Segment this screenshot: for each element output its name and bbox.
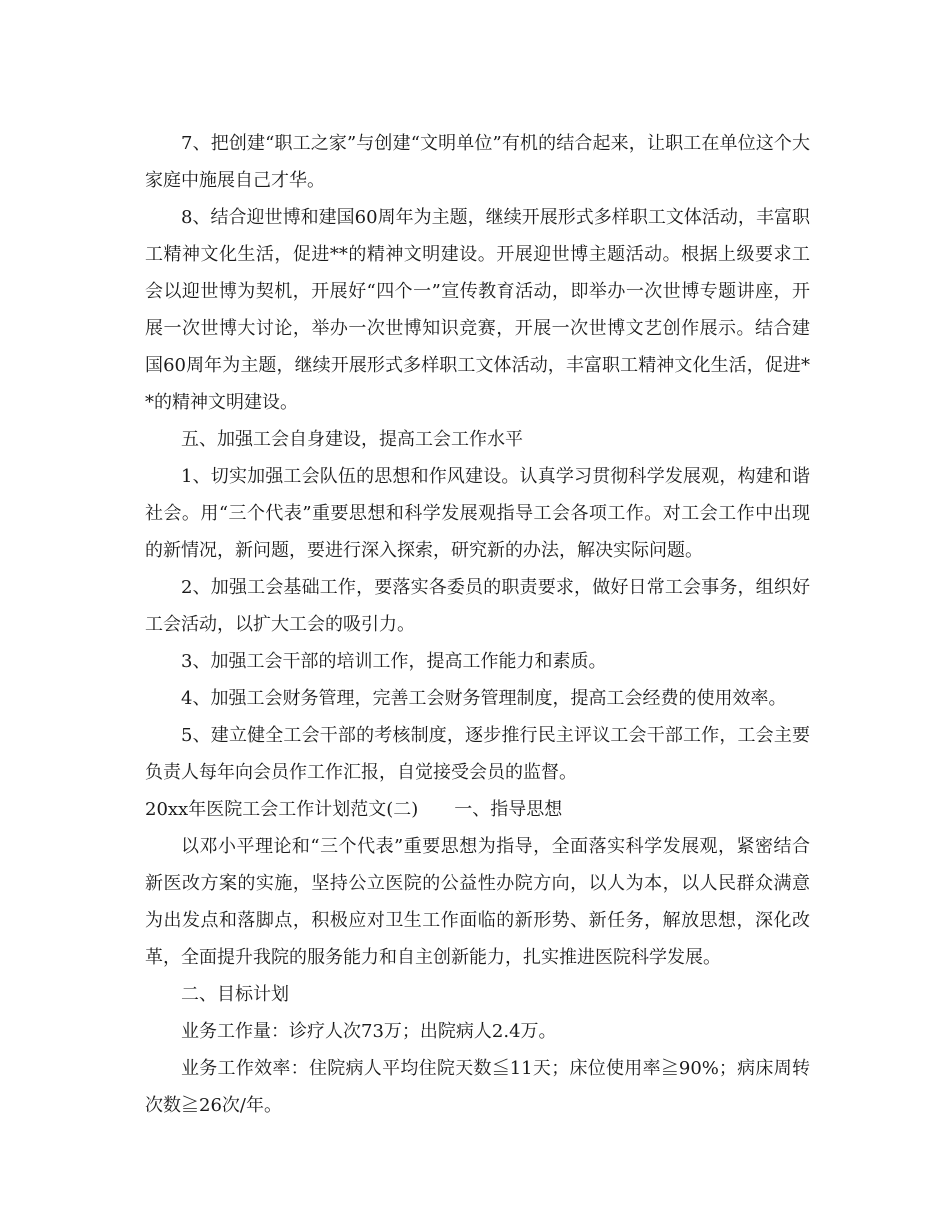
paragraph-item-5: 5、建立健全工会干部的考核制度，逐步推行民主评议工会干部工作，工会主要负责人每年向会员作工作汇报，自觉接受会员的监督。 bbox=[145, 725, 810, 783]
section-title: 20xx年医院工会工作计划范文(二) bbox=[145, 799, 419, 820]
section-heading-five: 五、加强工会自身建设，提高工会工作水平 bbox=[181, 429, 523, 450]
guiding-thought-paragraph: 以邓小平理论和“三个代表”重要思想为指导，全面落实科学发展观，紧密结合新医改方案的实施，坚持公立医院的公益性办院方向，以人为本，以人民群众满意为出发点和落脚点，积极应对卫生工作面临的新形势、新任务，解放思想，深化改革，全面提升我院的服务能力和自主创新能力，扎实推进医院科学发展。 bbox=[145, 836, 810, 968]
paragraph-item-8: 8、结合迎世博和建国60周年为主题，继续开展形式多样职工文体活动，丰富职工精神文化生活，促进**的精神文明建设。开展迎世博主题活动。根据上级要求工会以迎世博为契机，开展好“四个一”宣传教育活动，即举办一次世博专题讲座，开展一次世博大讨论，举办一次世博知识竞赛，开展一次世博文艺创作展示。结合建国60周年为主题，继续开展形式多样职工文体活动，丰富职工精神文化生活，促进**的精神文明建设。 bbox=[145, 207, 810, 413]
paragraph-item-7: 7、把创建“职工之家”与创建“文明单位”有机的结合起来，让职工在单位这个大家庭中施展自己才华。 bbox=[145, 133, 810, 191]
paragraph-item-3: 3、加强工会干部的培训工作，提高工作能力和素质。 bbox=[181, 651, 607, 672]
section-title-line bbox=[145, 791, 810, 828]
paragraph-item-1: 1、切实加强工会队伍的思想和作风建设。认真学习贯彻科学发展观，构建和谐社会。用“三个代表”重要思想和科学发展观指导工会各项工作。对工会工作中出现的新情况，新问题，要进行深入探索，研究新的办法，解决实际问题。 bbox=[145, 466, 810, 561]
workload-paragraph: 业务工作量：诊疗人次73万；出院病人2.4万。 bbox=[181, 1021, 557, 1042]
section-subtitle: 一、指导思想 bbox=[454, 799, 563, 820]
document-body bbox=[145, 125, 810, 1124]
section-heading-targets: 二、目标计划 bbox=[181, 984, 289, 1005]
paragraph-item-4: 4、加强工会财务管理，完善工会财务管理制度，提高工会经费的使用效率。 bbox=[181, 688, 787, 709]
efficiency-paragraph: 业务工作效率：住院病人平均住院天数≦11天；床位使用率≧90%；病床周转次数≧26次/年。 bbox=[145, 1058, 810, 1116]
paragraph-item-2: 2、加强工会基础工作，要落实各委员的职责要求，做好日常工会事务，组织好工会活动，以扩大工会的吸引力。 bbox=[145, 577, 810, 635]
